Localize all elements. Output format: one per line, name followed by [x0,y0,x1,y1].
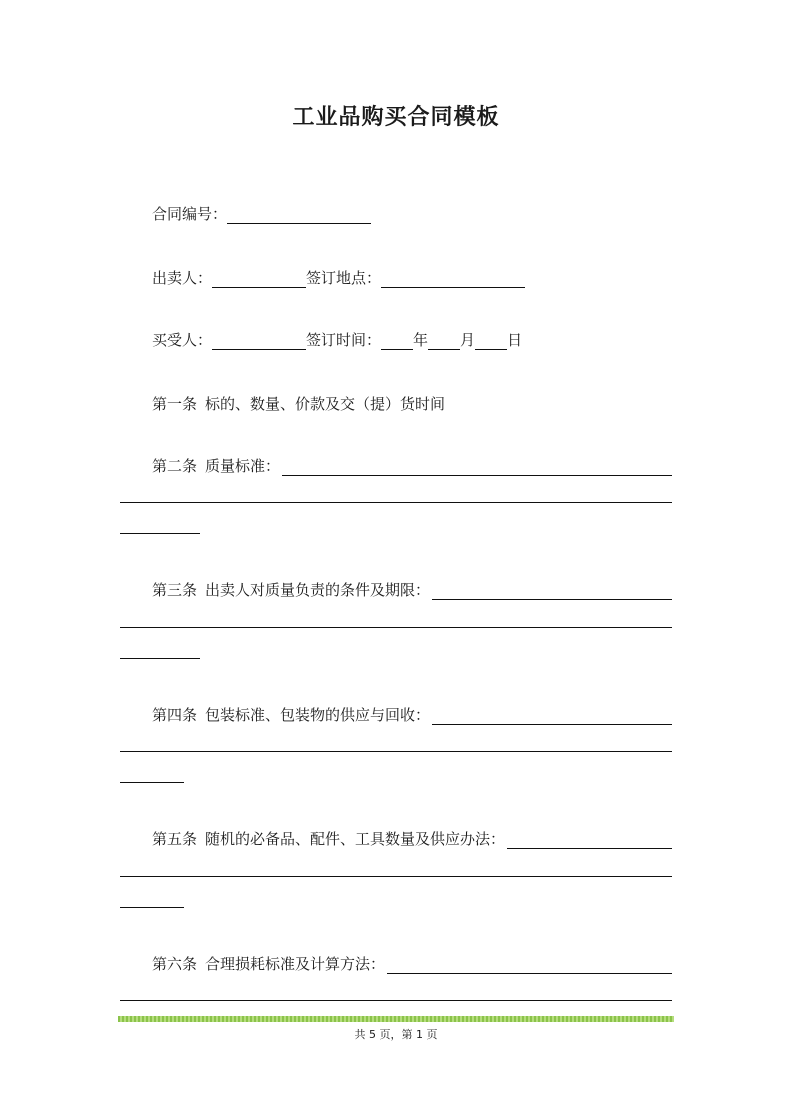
buyer-field[interactable] [212,331,306,350]
seller-line [152,266,525,288]
article-6 [152,952,672,974]
article-3-number: 第三条 [152,581,198,599]
article-6-text: 合理损耗标准及计算方法： [205,955,386,973]
footer-divider [118,1016,674,1022]
sign-place-label: 签订地点： [306,269,382,287]
article-4-text: 包装标准、包装物的供应与回收： [205,706,431,724]
article-4-field[interactable] [432,706,672,725]
article-5-number: 第五条 [152,830,198,848]
article-3-field[interactable] [432,581,672,600]
seller-label: 出卖人： [152,269,213,287]
article-6-number: 第六条 [152,955,198,973]
article-2-line-2[interactable] [120,502,672,503]
contract-no-field[interactable] [227,205,371,224]
month-label: 月 [460,331,476,349]
article-5-line-2[interactable] [120,876,672,877]
article-1-text: 标的、数量、价款及交（提）货时间 [205,395,446,413]
page-number: 共 5 页，第 1 页 [354,1028,438,1041]
sign-place-field[interactable] [381,269,525,288]
article-1-number: 第一条 [152,395,198,413]
article-4 [152,703,672,725]
article-2-text: 质量标准： [205,457,281,475]
buyer-label: 买受人： [152,331,213,349]
month-field[interactable] [428,331,460,350]
document-title: 工业品购买合同模板 [292,105,500,130]
article-3-line-2[interactable] [120,627,672,628]
contract-no-line [152,202,371,224]
year-label: 年 [413,331,429,349]
article-3 [152,578,672,600]
article-5-text: 随机的必备品、配件、工具数量及供应办法： [205,830,506,848]
article-3-text: 出卖人对质量负责的条件及期限： [205,581,431,599]
article-3-line-3[interactable] [120,658,200,659]
article-4-line-2[interactable] [120,751,672,752]
article-6-field[interactable] [387,955,672,974]
article-5-field[interactable] [507,830,672,849]
article-6-line-2[interactable] [120,1000,672,1001]
article-5-line-3[interactable] [120,907,184,908]
buyer-line [152,328,522,350]
seller-field[interactable] [212,269,306,288]
contract-no-label: 合同编号： [152,205,228,223]
sign-time-label: 签订时间： [306,331,382,349]
article-2-line-3[interactable] [120,533,200,534]
article-1 [152,392,445,414]
day-label: 日 [507,331,523,349]
year-field[interactable] [381,331,413,350]
article-2-number: 第二条 [152,457,198,475]
article-2-field[interactable] [282,457,672,476]
article-5 [152,827,672,849]
article-2 [152,454,672,476]
day-field[interactable] [475,331,507,350]
article-4-number: 第四条 [152,706,198,724]
article-4-line-3[interactable] [120,782,184,783]
